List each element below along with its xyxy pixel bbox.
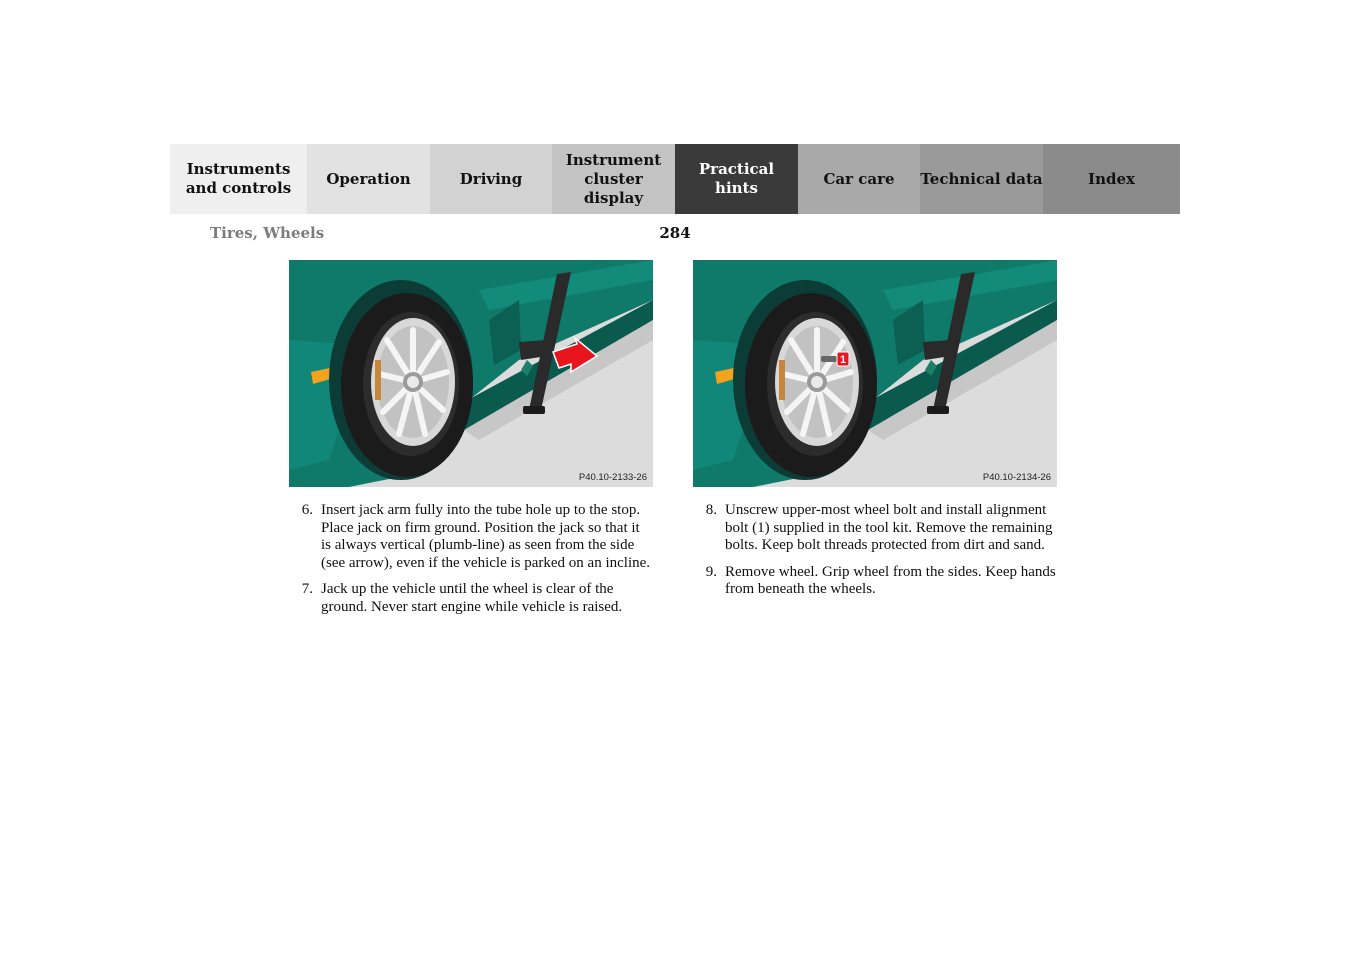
step-text: Insert jack arm fully into the tube hole up to the stop. Place jack on firm ground. Position the jack so that it is always vertical (plumb-line) as seen from the side (see arrow), even if the vehicle is parked on an incline. xyxy=(321,502,651,571)
step-text: Remove wheel. Grip wheel from the sides. Keep hands from beneath the wheels. xyxy=(725,563,1056,598)
car-jack-illustration xyxy=(289,260,653,487)
tab-index[interactable]: Index xyxy=(1043,144,1180,214)
tab-technical-data[interactable]: Technical data xyxy=(920,144,1043,214)
tab-instruments-and-controls[interactable]: Instruments and controls xyxy=(170,144,307,214)
section-title: Tires, Wheels xyxy=(210,224,325,242)
list-item xyxy=(289,502,653,572)
car-bolt-illustration xyxy=(693,260,1057,487)
figure-alignment-bolt xyxy=(693,260,1057,487)
tab-operation[interactable]: Operation xyxy=(307,144,430,214)
figure-code: P40.10-2134-26 xyxy=(982,472,1051,483)
tab-car-care[interactable]: Car care xyxy=(798,144,920,214)
tab-practical-hints[interactable]: Practical hints xyxy=(675,144,798,214)
chapter-nav xyxy=(170,144,1180,214)
figure-jack-position xyxy=(289,260,653,487)
callout-1: 1 xyxy=(839,354,847,366)
list-item xyxy=(693,564,1057,599)
page-number: 284 xyxy=(659,224,691,242)
list-item xyxy=(693,502,1057,555)
tab-instrument-cluster-display[interactable]: Instrument cluster display xyxy=(552,144,675,214)
list-item xyxy=(289,581,653,616)
step-number: 8. xyxy=(705,502,717,518)
figure-code: P40.10-2133-26 xyxy=(578,472,647,483)
tab-driving[interactable]: Driving xyxy=(430,144,552,214)
step-number: 6. xyxy=(301,502,313,518)
step-number: 7. xyxy=(301,581,313,598)
step-number: 9. xyxy=(705,563,717,580)
steps-left xyxy=(289,502,653,626)
step-text: Unscrew upper-most wheel bolt and install alignment bolt (1) supplied in the tool kit. Remove the remaining bolts. Keep bolt threads protected from dirt and sand. xyxy=(725,502,1053,554)
steps-right xyxy=(693,502,1057,608)
step-text: Jack up the vehicle until the wheel is clear of the ground. Never start engine while vehicle is raised. xyxy=(321,581,623,615)
